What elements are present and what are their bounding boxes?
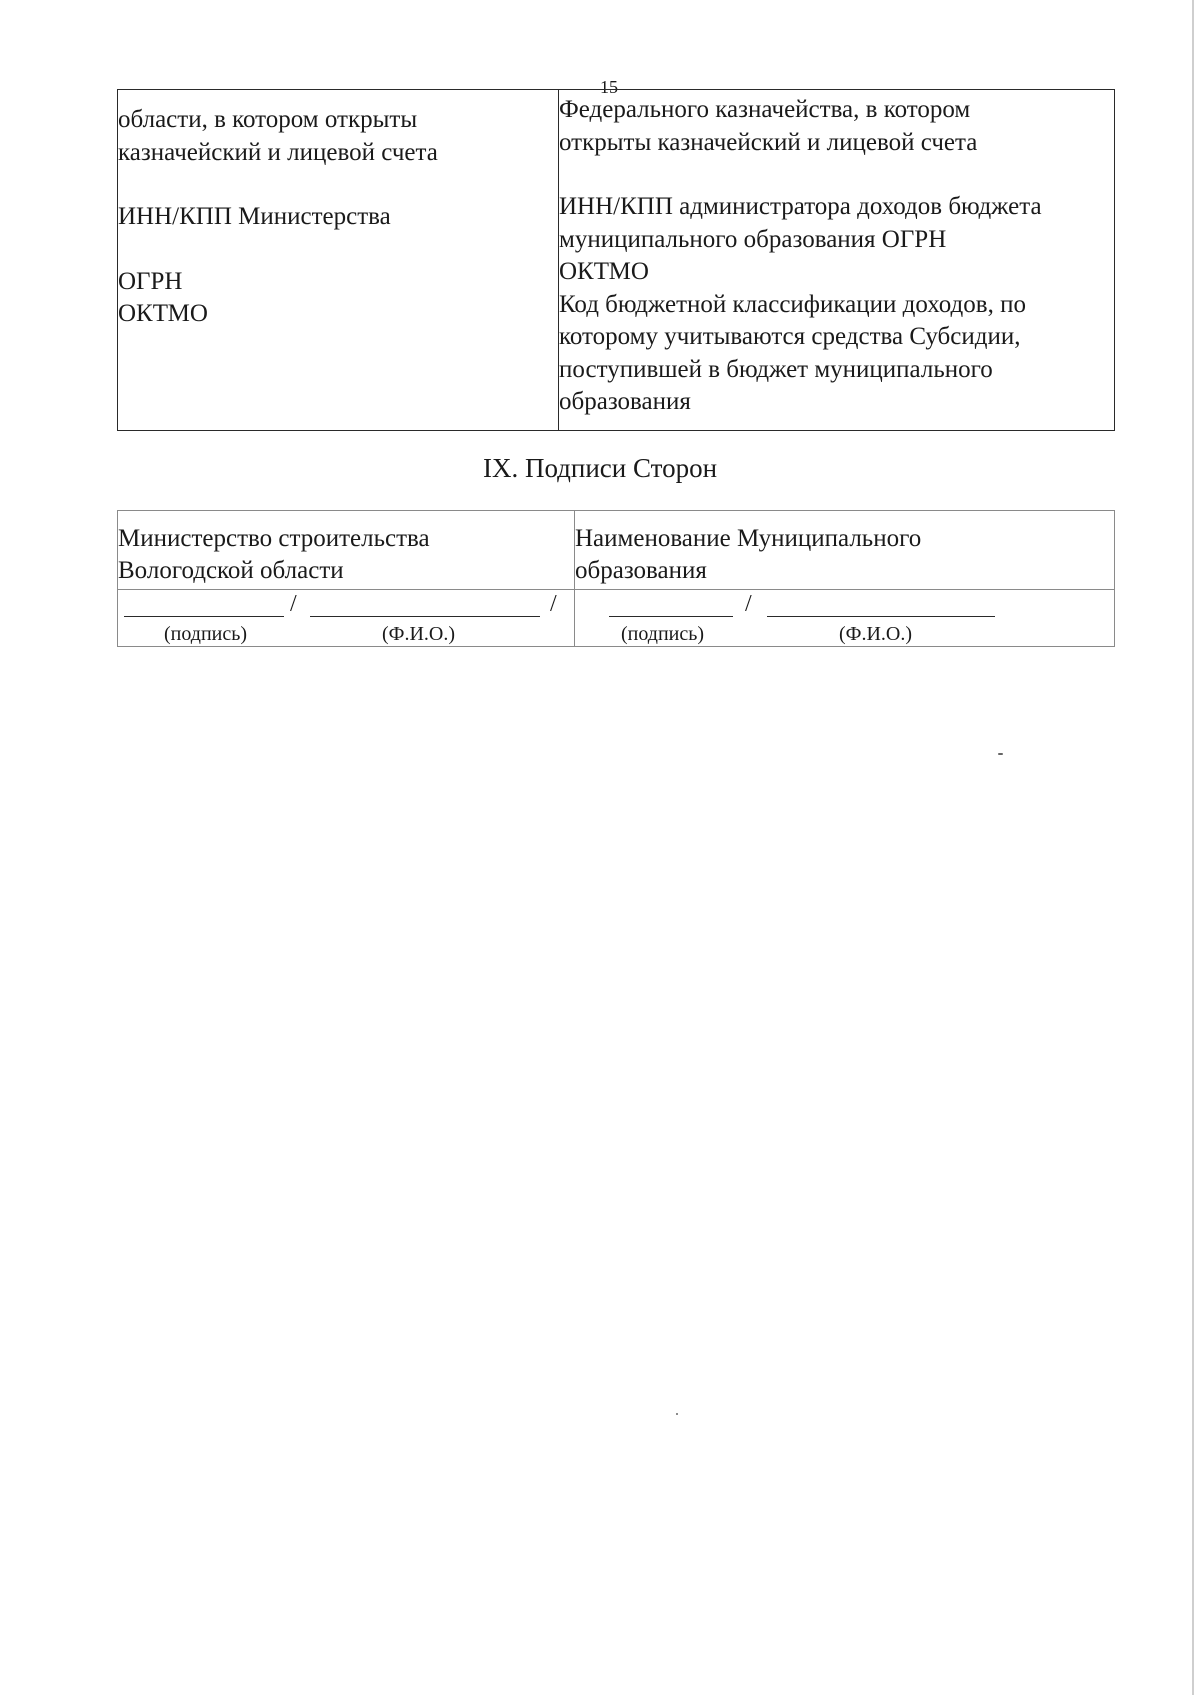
municipality-details-cell [559, 90, 1115, 431]
ministry-account-line-1: области, в котором открыты [118, 106, 418, 133]
section-heading: IX. Подписи Сторон [482, 453, 718, 483]
scan-edge-line [1192, 0, 1194, 1695]
ministry-account-line-2: казначейский и лицевой счета [118, 138, 438, 166]
ministry-party-line-1: Министерство строительства [118, 525, 430, 552]
ministry-name-caption: (Ф.И.О.) [382, 623, 456, 645]
ministry-inn-kpp: ИНН/КПП Министерства [118, 203, 391, 230]
municipality-account-line-1: Федерального казначейства, в котором [559, 96, 971, 123]
ministry-slash-1: / [290, 591, 297, 617]
municipality-signature-caption: (подпись) [621, 623, 705, 645]
municipality-inn-kpp: ИНН/КПП администратора доходов бюджета [559, 193, 1042, 220]
scan-speck [676, 1413, 678, 1415]
budget-code-line-2: которому учитываются средства Субсидии, [559, 323, 1021, 350]
bank-details-table [117, 89, 1115, 431]
budget-code-line-4: образования [559, 388, 691, 415]
ministry-name-line [310, 616, 540, 617]
budget-code-line-3: поступившей в бюджет муниципального [559, 355, 993, 383]
spacer [118, 234, 558, 266]
municipality-party-cell [575, 511, 1115, 590]
spacer [118, 169, 558, 201]
municipality-account-line-2: открыты казначейский и лицевой счета [559, 128, 978, 156]
ministry-oktmo: ОКТМО [118, 300, 208, 327]
page-number: 15 [600, 77, 618, 97]
municipality-slash: / [745, 591, 752, 617]
ministry-party-line-2: Вологодской области [118, 557, 344, 584]
ministry-slash-2: / [550, 591, 557, 617]
ministry-party-cell [118, 511, 575, 590]
scan-speck [998, 753, 1003, 755]
municipality-name-line [767, 616, 995, 617]
ministry-signature-line [124, 616, 284, 617]
municipality-name-caption: (Ф.И.О.) [839, 623, 913, 645]
municipality-oktmo: ОКТМО [559, 258, 649, 285]
municipality-party-line-2: образования [575, 557, 707, 584]
ministry-signature-cell [118, 590, 575, 647]
ministry-ogrn: ОГРН [118, 267, 183, 295]
spacer [559, 159, 1114, 191]
ministry-details-cell [118, 90, 559, 431]
municipality-ogrn: муниципального образования ОГРН [559, 225, 947, 253]
budget-code-line-1: Код бюджетной классификации доходов, по [559, 290, 1026, 318]
ministry-signature-caption: (подпись) [164, 623, 248, 645]
municipality-signature-line [609, 616, 733, 617]
municipality-party-line-1: Наименование Муниципального [575, 525, 922, 552]
municipality-signature-cell [575, 590, 1115, 647]
signatures-table [117, 510, 1115, 647]
